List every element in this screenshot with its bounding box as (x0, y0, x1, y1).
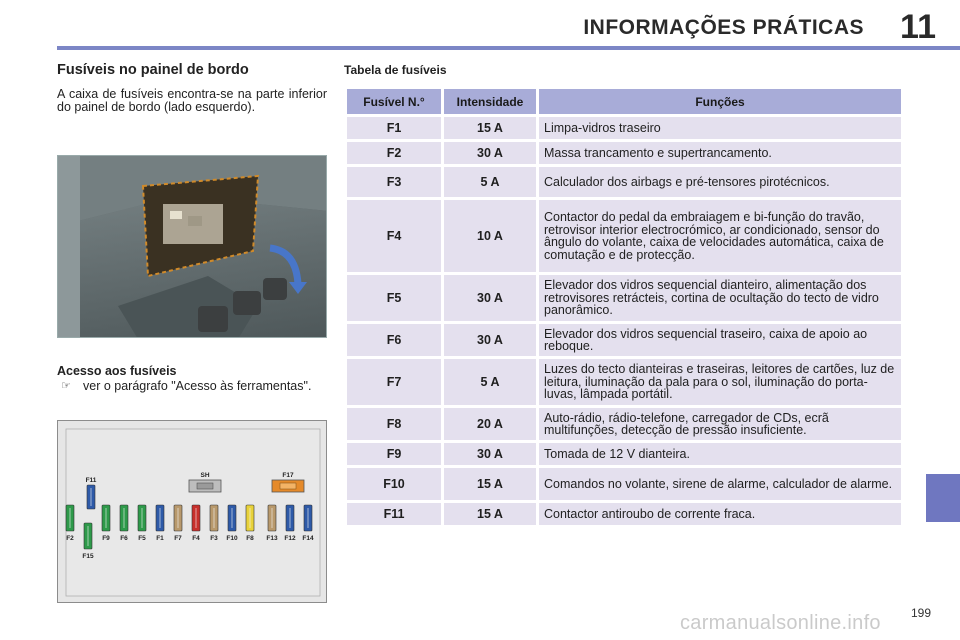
fuse-table (344, 86, 904, 528)
fuse-function: Massa trancamento e supertrancamento. (539, 142, 901, 164)
fuse-label-F4: F4 (192, 535, 200, 542)
access-list-item (57, 380, 327, 393)
hand-pointer-icon: ☞ (61, 380, 71, 392)
fuse-function: Elevador dos vidros sequencial dianteiro, alimentação dos retrovisores retrácteis, cortina de ocultação do tecto de vidro panorâmico. (539, 275, 901, 321)
fuse-layout-svg (58, 421, 328, 604)
table-row (347, 468, 901, 500)
table-row (347, 275, 901, 321)
fuse-label-F13: F13 (266, 535, 278, 542)
fuse-id: F5 (347, 275, 441, 321)
header-rule (57, 46, 960, 50)
fuse-label-F7: F7 (174, 535, 182, 542)
section-title: INFORMAÇÕES PRÁTICAS (583, 16, 864, 39)
fuse-label-SH: SH (200, 472, 210, 479)
table-row (347, 200, 901, 272)
fuse-F17-inner (280, 483, 296, 489)
fuse-label-F11: F11 (85, 477, 97, 484)
fuse-amperage: 15 A (444, 117, 536, 139)
fuse-amperage: 15 A (444, 468, 536, 500)
table-row (347, 359, 901, 405)
chapter-number: 11 (900, 8, 936, 46)
table-row (347, 443, 901, 465)
fuse-id: F7 (347, 359, 441, 405)
header-functions: Funções (539, 89, 901, 114)
watermark: carmanualsonline.info (680, 612, 881, 634)
fuse-id: F2 (347, 142, 441, 164)
fuse-id: F10 (347, 468, 441, 500)
table-row (347, 142, 901, 164)
table-row (347, 167, 901, 197)
fuse-function: Limpa-vidros traseiro (539, 117, 901, 139)
fuse-label-F9: F9 (102, 535, 110, 542)
fuse-function: Calculador dos airbags e pré-tensores pirotécnicos. (539, 167, 901, 197)
table-row (347, 117, 901, 139)
fuse-label-F1: F1 (156, 535, 164, 542)
fuse-amperage: 30 A (444, 142, 536, 164)
header-fuse: Fusível N.° (347, 89, 441, 114)
fuse-function: Contactor do pedal da embraiagem e bi-função do travão, retrovisor interior electrocrómico, ar condicionado, sensor do ângulo do volante, caixa de velocidades automática, caixa de comutação e de protecção. (539, 200, 901, 272)
fuse-id: F9 (347, 443, 441, 465)
table-row (347, 408, 901, 440)
fuse-function: Tomada de 12 V dianteira. (539, 443, 901, 465)
fuse-amperage: 5 A (444, 167, 536, 197)
fuse-function: Luzes do tecto dianteiras e traseiras, leitores de cartões, luz de leitura, iluminação da pala para o sol, iluminação do porta-luvas, lâmpada portátil. (539, 359, 901, 405)
fuse-label-F10: F10 (226, 535, 238, 542)
page-number: 199 (911, 606, 932, 620)
fuse-function: Auto-rádio, rádio-telefone, carregador de CDs, ecrã multifunções, detecção de pressão insuficiente. (539, 408, 901, 440)
fuse-amperage: 30 A (444, 324, 536, 356)
table-header-row (347, 89, 901, 114)
table-title: Tabela de fusíveis (344, 63, 447, 77)
access-heading: Acesso aos fusíveis (57, 364, 177, 378)
fuse-amperage: 20 A (444, 408, 536, 440)
fuse-amperage: 5 A (444, 359, 536, 405)
fuse-label-F17: F17 (282, 472, 294, 479)
fuse-label-F15: F15 (82, 553, 94, 560)
fuse-amperage: 15 A (444, 503, 536, 525)
section-heading: Fusíveis no painel de bordo (57, 62, 249, 78)
fuse-function: Comandos no volante, sirene de alarme, calculador de alarme. (539, 468, 901, 500)
fuse-label-F2: F2 (66, 535, 74, 542)
shunt-SH-inner (197, 483, 213, 489)
fuse-id: F1 (347, 117, 441, 139)
fuse-id: F11 (347, 503, 441, 525)
fuse-label-F14: F14 (302, 535, 314, 542)
fuse-id: F8 (347, 408, 441, 440)
fuse-table-body (347, 117, 901, 525)
fuse-box-diagram (57, 420, 327, 603)
dashboard-photo-illustration (58, 156, 327, 338)
fuse-label-F6: F6 (120, 535, 128, 542)
fuse-label-F8: F8 (246, 535, 254, 542)
fuse-function: Elevador dos vidros sequencial traseiro, caixa de apoio ao reboque. (539, 324, 901, 356)
table-row (347, 503, 901, 525)
fuse-label-F12: F12 (284, 535, 296, 542)
fuse-amperage: 30 A (444, 443, 536, 465)
chapter-tab (926, 474, 960, 522)
fuse-id: F4 (347, 200, 441, 272)
dashboard-photo (57, 155, 327, 338)
fuse-amperage: 30 A (444, 275, 536, 321)
table-row (347, 324, 901, 356)
fuse-label-F5: F5 (138, 535, 146, 542)
fuse-function: Contactor antiroubo de corrente fraca. (539, 503, 901, 525)
page-header (0, 0, 960, 52)
fuse-id: F3 (347, 167, 441, 197)
fuse-amperage: 10 A (444, 200, 536, 272)
header-intensity: Intensidade (444, 89, 536, 114)
fuse-id: F6 (347, 324, 441, 356)
intro-paragraph: A caixa de fusíveis encontra-se na parte inferior do painel de bordo (lado esquerdo). (57, 87, 327, 114)
fuse-label-F3: F3 (210, 535, 218, 542)
access-text: ver o parágrafo "Acesso às ferramentas". (83, 379, 312, 393)
